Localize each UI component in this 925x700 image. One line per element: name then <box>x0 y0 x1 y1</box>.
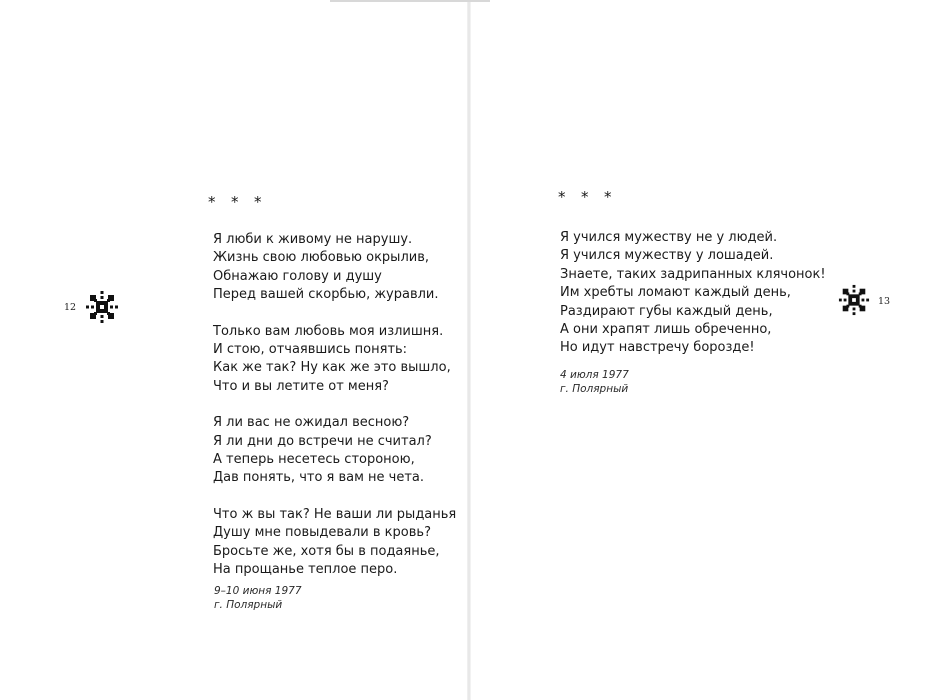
poem-date: 9–10 июня 1977 <box>214 585 302 597</box>
poem-place: г. Полярный <box>560 383 629 395</box>
ornament-cross-icon <box>85 290 119 324</box>
page-edge <box>330 0 490 2</box>
page-number-right: 13 <box>878 296 891 307</box>
stanza-1 <box>560 229 826 358</box>
book-gutter <box>467 0 471 700</box>
poem-place: г. Полярный <box>214 599 283 611</box>
ornament-cross-icon <box>838 284 870 316</box>
poem-line: Раздирают губы каждый день, <box>560 303 773 319</box>
page-number-left: 12 <box>64 302 77 313</box>
poem-line: Я учился мужеству не у людей. <box>560 230 778 245</box>
poem-line: Как же так? Ну как же это вышло, <box>213 360 451 376</box>
poem-line: Душу мне повыдевали в кровь? <box>213 525 431 541</box>
poem-line: Только вам любовь моя излишня. <box>213 323 444 339</box>
stanza-3 <box>213 414 456 488</box>
asterisk: * <box>231 193 239 211</box>
stanza-2 <box>213 323 456 397</box>
asterisk: * <box>604 188 612 206</box>
poem-line: Дав понять, что я вам не чета. <box>213 470 425 486</box>
stanza-1 <box>213 231 456 305</box>
asterisk: * <box>558 188 566 206</box>
poem-line: Жизнь свою любовью окрылив, <box>213 250 429 266</box>
dateline-left <box>214 584 302 612</box>
stanza-4 <box>213 506 456 580</box>
poem-right <box>560 229 826 376</box>
poem-line: А теперь несетесь стороною, <box>213 452 415 468</box>
poem-line: На прощанье теплое перо. <box>213 562 398 578</box>
poem-line: Перед вашей скорбью, журавли. <box>213 287 439 303</box>
poem-line: Что ж вы так? Не ваши ли рыданья <box>213 506 457 522</box>
poem-line: Я люби к живому не нарушу. <box>213 232 413 247</box>
poem-line: Обнажаю голову и душу <box>213 268 382 284</box>
poem-line: Знаете, таких задрипанных клячонок! <box>560 266 826 282</box>
section-separator-left <box>208 193 277 211</box>
poem-line: Я учился мужеству у лошадей. <box>560 248 774 264</box>
poem-line: Что и вы летите от меня? <box>213 378 389 394</box>
asterisk: * <box>254 193 262 211</box>
asterisk: * <box>208 193 216 211</box>
section-separator-right <box>558 188 627 206</box>
dateline-right <box>560 368 629 396</box>
poem-date: 4 июля 1977 <box>560 369 629 381</box>
poem-line: Бросьте же, хотя бы в подаянье, <box>213 543 440 559</box>
poem-line: Но идут навстречу борозде! <box>560 340 755 356</box>
poem-line: А они храпят лишь обреченно, <box>560 322 772 338</box>
poem-line: Им хребты ломают каждый день, <box>560 285 791 301</box>
poem-line: Я ли дни до встречи не считал? <box>213 433 432 449</box>
asterisk: * <box>581 188 589 206</box>
poem-left <box>213 231 456 598</box>
poem-line: И стою, отчаявшись понять: <box>213 342 408 358</box>
poem-line: Я ли вас не ожидал весною? <box>213 415 410 431</box>
